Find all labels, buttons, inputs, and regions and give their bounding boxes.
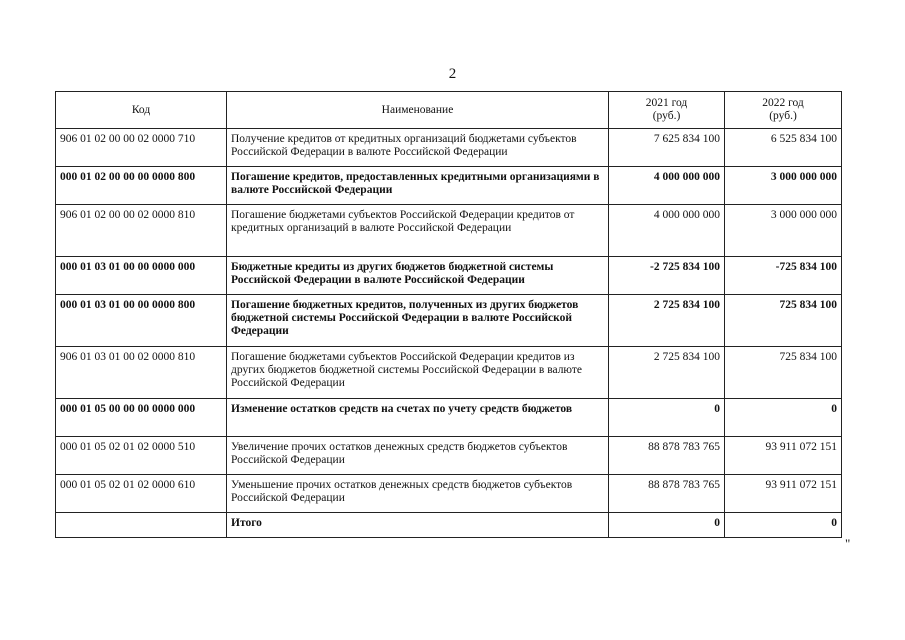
- header-year-2022-unit: (руб.): [769, 110, 797, 122]
- table-row: [56, 437, 842, 475]
- row-name: Увеличение прочих остатков денежных средств бюджетов субъектов Российской Федерации: [227, 437, 609, 475]
- row-value-2022: 3 000 000 000: [725, 205, 842, 257]
- row-value-2022: 3 000 000 000: [725, 167, 842, 205]
- row-value-2021: 4 000 000 000: [609, 205, 725, 257]
- row-value-2021: 0: [609, 513, 725, 538]
- row-code: 906 01 02 00 00 02 0000 710: [56, 129, 227, 167]
- row-value-2021: 7 625 834 100: [609, 129, 725, 167]
- row-name: Погашение бюджетами субъектов Российской Федерации кредитов из других бюджетов бюджетной системы Российской Федерации в валюте Российской Федерации: [227, 347, 609, 399]
- row-value-2022: 0: [725, 399, 842, 437]
- header-year-2021-label: 2021 год: [645, 97, 688, 109]
- table-row: [56, 295, 842, 347]
- row-name: Погашение бюджетами субъектов Российской Федерации кредитов от кредитных организаций в валюте Российской Федерации: [227, 205, 609, 257]
- row-value-2021: 2 725 834 100: [609, 347, 725, 399]
- row-value-2022: 93 911 072 151: [725, 475, 842, 513]
- row-code: 906 01 03 01 00 02 0000 810: [56, 347, 227, 399]
- row-code: [56, 513, 227, 538]
- row-name: Уменьшение прочих остатков денежных средств бюджетов субъектов Российской Федерации: [227, 475, 609, 513]
- row-code: 906 01 02 00 00 02 0000 810: [56, 205, 227, 257]
- header-name: Наименование: [227, 92, 609, 129]
- row-code: 000 01 02 00 00 00 0000 800: [56, 167, 227, 205]
- row-value-2021: 88 878 783 765: [609, 475, 725, 513]
- row-name: Погашение кредитов, предоставленных кредитными организациями в валюте Российской Федерации: [227, 167, 609, 205]
- row-value-2021: 4 000 000 000: [609, 167, 725, 205]
- row-value-2022: 725 834 100: [725, 347, 842, 399]
- table-row: [56, 205, 842, 257]
- header-year-2021: [609, 92, 725, 129]
- row-value-2022: 0: [725, 513, 842, 538]
- table-row: [56, 129, 842, 167]
- row-value-2021: -2 725 834 100: [609, 257, 725, 295]
- row-code: 000 01 05 02 01 02 0000 510: [56, 437, 227, 475]
- table-row: [56, 257, 842, 295]
- header-year-2021-unit: (руб.): [652, 110, 681, 122]
- row-name: Изменение остатков средств на счетах по учету средств бюджетов: [227, 399, 609, 437]
- row-name: Погашение бюджетных кредитов, полученных из других бюджетов бюджетной системы Российской Федерации в валюте Российской Федерации: [227, 295, 609, 347]
- table-row: [56, 347, 842, 399]
- table-row-total: [56, 513, 842, 538]
- row-value-2021: 2 725 834 100: [609, 295, 725, 347]
- row-value-2022: -725 834 100: [725, 257, 842, 295]
- table-row: [56, 167, 842, 205]
- row-name: Получение кредитов от кредитных организаций бюджетами субъектов Российской Федерации в валюте Российской Федерации: [227, 129, 609, 167]
- row-name: Бюджетные кредиты из других бюджетов бюджетной системы Российской Федерации в валюте Российской Федерации: [227, 257, 609, 295]
- row-code: 000 01 05 00 00 00 0000 000: [56, 399, 227, 437]
- row-value-2021: 0: [609, 399, 725, 437]
- table-row: [56, 475, 842, 513]
- page-number: 2: [448, 66, 457, 82]
- table-header-row: [56, 92, 842, 129]
- row-code: 000 01 03 01 00 00 0000 800: [56, 295, 227, 347]
- row-name: Итого: [227, 513, 609, 538]
- table-row: [56, 399, 842, 437]
- row-value-2022: 725 834 100: [725, 295, 842, 347]
- closing-quote-mark: ": [845, 536, 851, 551]
- row-value-2022: 6 525 834 100: [725, 129, 842, 167]
- header-year-2022-label: 2022 год: [762, 97, 804, 109]
- header-year-2022: [725, 92, 842, 129]
- row-value-2021: 88 878 783 765: [609, 437, 725, 475]
- budget-sources-table: [55, 91, 842, 538]
- row-code: 000 01 05 02 01 02 0000 610: [56, 475, 227, 513]
- header-code: Код: [56, 92, 227, 129]
- row-code: 000 01 03 01 00 00 0000 000: [56, 257, 227, 295]
- row-value-2022: 93 911 072 151: [725, 437, 842, 475]
